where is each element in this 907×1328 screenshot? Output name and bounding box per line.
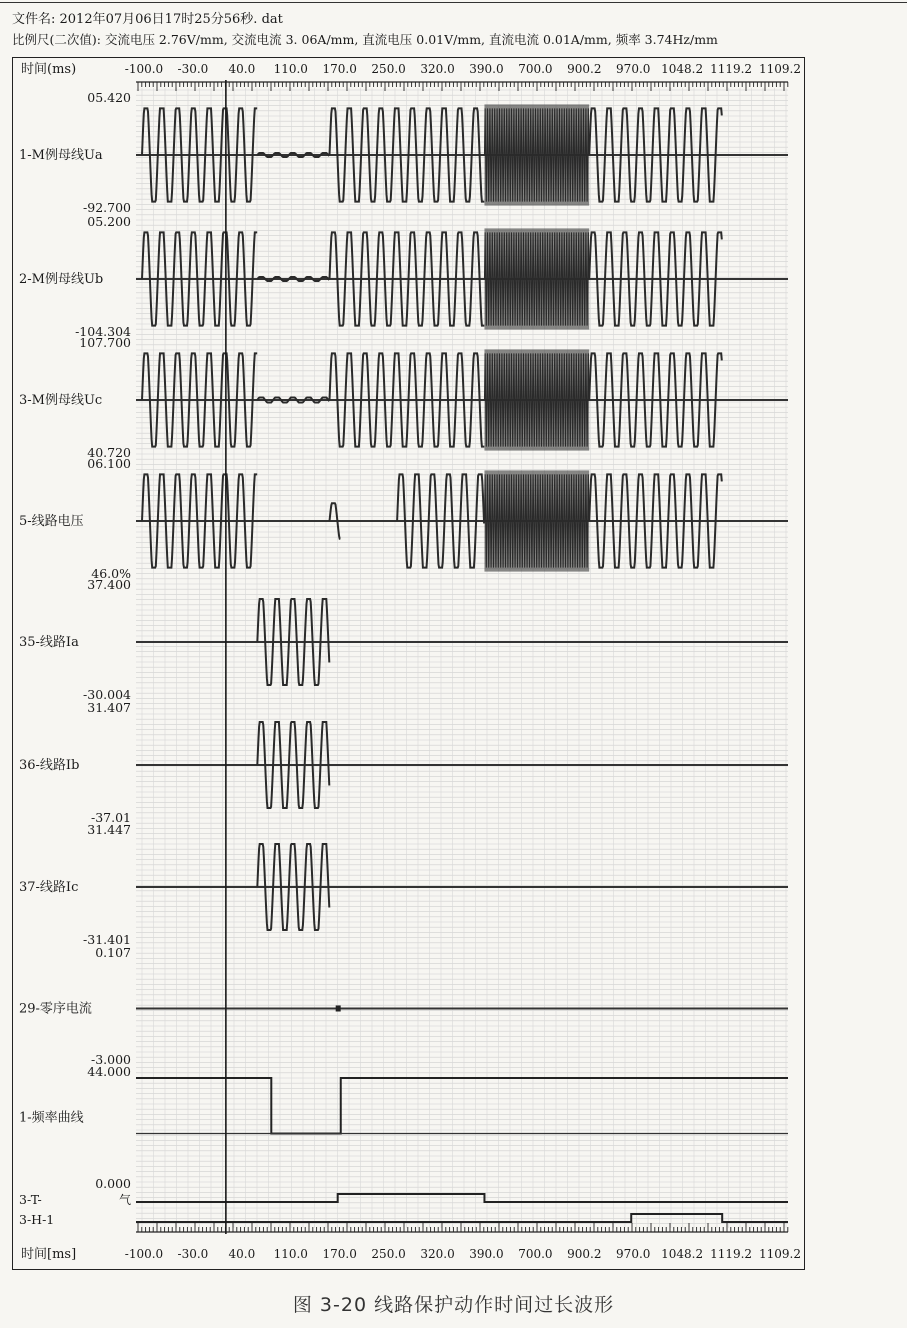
channel-max-label: 06.100 — [87, 456, 131, 471]
channel-name-label: 5-线路电压 — [19, 514, 84, 529]
time-tick-label: 970.0 — [616, 62, 651, 76]
time-tick-label: 320.0 — [420, 1247, 455, 1261]
time-tick-label: 1109.2 — [759, 1247, 801, 1261]
channel-min-label: -104.304 — [75, 324, 131, 339]
time-tick-label: 40.0 — [228, 1247, 256, 1261]
time-tick-label: 110.0 — [273, 62, 308, 76]
time-tick-label: 250.0 — [371, 1247, 406, 1261]
time-tick-label: 900.2 — [567, 1247, 602, 1261]
time-tick-label: 900.2 — [567, 62, 602, 76]
time-tick-label: 320.0 — [420, 62, 455, 76]
channel-name-label: 36-线路Ib — [19, 758, 80, 773]
channel-name-label: 1-频率曲线 — [19, 1110, 84, 1126]
time-tick-label: 170.0 — [322, 62, 357, 76]
time-tick-label: 1119.2 — [710, 1247, 753, 1261]
channel-max-label: 05.200 — [87, 214, 131, 229]
digital-mark-label: 气 — [118, 1193, 131, 1207]
channel-max-label: 31.407 — [87, 700, 131, 715]
dense-waveform-block — [484, 349, 589, 450]
time-tick-label: 1109.2 — [759, 62, 801, 76]
time-tick-label: 1048.2 — [661, 1247, 704, 1261]
channel-max-label: 37.400 — [87, 577, 131, 592]
top-rule — [0, 2, 907, 3]
time-axis-label: 时间[ms] — [21, 1247, 77, 1262]
channel-max-label: 107.700 — [79, 335, 131, 350]
time-axis-label: 时间(ms) — [21, 62, 77, 77]
digital-channel-name: 3-H-1 — [19, 1212, 55, 1227]
time-tick-label: 40.0 — [228, 62, 256, 76]
time-tick-label: -30.0 — [177, 62, 209, 76]
channel-name-label: 3-M例母线Uc — [19, 393, 103, 408]
waveform-frame — [12, 57, 805, 1270]
time-tick-label: -100.0 — [124, 62, 164, 76]
time-tick-label: -30.0 — [177, 1247, 209, 1261]
channel-name-label: 37-线路Ic — [19, 880, 79, 895]
channel-min-label: -30.004 — [83, 687, 131, 702]
dense-waveform-block — [484, 470, 589, 571]
figure-caption: 图 3-20 线路保护动作时间过长波形 — [292, 1294, 615, 1316]
dense-waveform-block — [484, 104, 589, 205]
channel-min-label: 40.720 — [87, 445, 131, 460]
channel-min-label: -3.000 — [90, 1052, 131, 1067]
channel-min-label: -92.700 — [83, 200, 131, 215]
channel-max-label: 0.107 — [95, 945, 131, 960]
time-tick-label: 1119.2 — [710, 62, 753, 76]
channel-max-label: 44.000 — [87, 1064, 131, 1079]
channel-name-label: 1-M例母线Ua — [19, 148, 103, 163]
zero-seq-blip — [336, 1006, 341, 1012]
channel-min-label: -37.01 — [90, 810, 131, 825]
time-tick-label: 250.0 — [371, 62, 406, 76]
time-tick-label: -100.0 — [124, 1247, 164, 1261]
time-tick-label: 110.0 — [273, 1247, 308, 1261]
digital-scale-label: 0.000 — [95, 1176, 131, 1191]
time-tick-label: 1048.2 — [661, 62, 704, 76]
digital-channel-name: 3-T- — [19, 1192, 42, 1207]
channel-name-label: 35-线路Ia — [19, 635, 79, 650]
channel-max-label: 31.447 — [87, 822, 131, 837]
file-name-line: 文件名: 2012年07月06日17时25分56秒. dat — [12, 12, 283, 27]
channel-min-label: -31.401 — [83, 932, 131, 947]
channel-max-label: 05.420 — [87, 90, 131, 105]
waveform-chart — [13, 58, 806, 1271]
time-tick-label: 390.0 — [469, 62, 504, 76]
time-tick-label: 970.0 — [616, 1247, 651, 1261]
time-tick-label: 390.0 — [469, 1247, 504, 1261]
time-tick-label: 700.0 — [518, 62, 553, 76]
dense-waveform-block — [484, 228, 589, 329]
channel-labels — [19, 90, 131, 1227]
scale-line: 比例尺(二次值): 交流电压 2.76V/mm, 交流电流 3. 06A/mm, 直流电压 0.01V/mm, 直流电流 0.01A/mm, 频率 3.74Hz/mm — [12, 32, 718, 47]
time-tick-label: 700.0 — [518, 1247, 553, 1261]
time-tick-label: 170.0 — [322, 1247, 357, 1261]
channel-name-label: 2-M例母线Ub — [19, 272, 104, 287]
channel-name-label: 29-零序电流 — [19, 1001, 92, 1017]
channel-min-label: 46.0% — [91, 566, 131, 581]
